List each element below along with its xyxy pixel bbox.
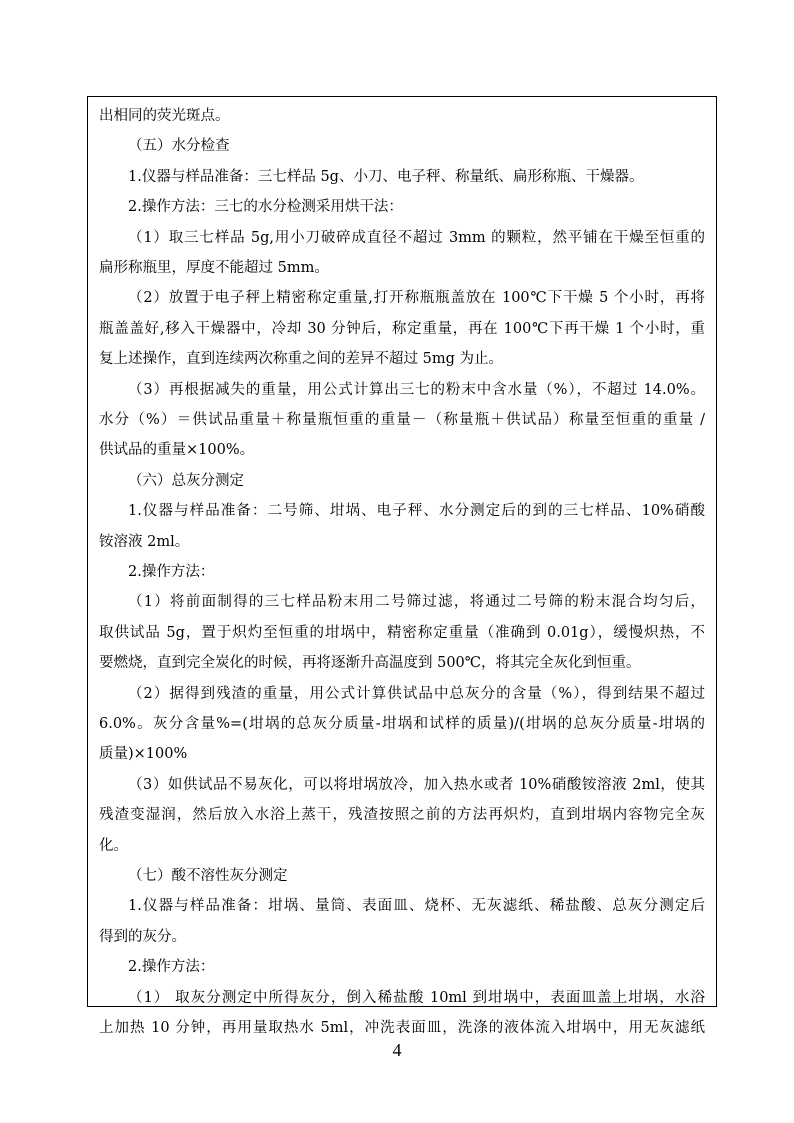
text-line [88,433,716,467]
text-line-content: （七）酸不溶性灰分测定 [128,868,288,884]
document-frame [87,96,717,1036]
page-number: 4 [392,1040,402,1060]
text-line-content: 1.仪器与样品准备：三七样品 5g、小刀、电子秤、称量纸、扁形称瓶、干燥器。 [128,168,644,185]
text-line-content: 取供试品 5g，置于炽灼至恒重的坩埚中，精密称定重量（准确到 0.01g），缓慢炽热，不 [99,624,705,641]
text-line-content: 瓶盖盖好,移入干燥器中，冷却 30 分钟后，称定重量，再在 100℃下再干燥 1 个小时，重 [99,320,705,337]
text-line [88,160,716,194]
text-line [88,403,716,437]
text-line [88,281,716,315]
text-line-content: 2.操作方法：三七的水分检测采用烘干法： [128,199,403,216]
text-line [88,950,716,984]
text-line-content: （1）取三七样品 5g,用小刀破碎成直径不超过 3mm 的颗粒，然平铺在干燥至恒重的 [128,229,705,246]
text-line [88,494,716,528]
text-line-content: （2）据得到残渣的重量，用公式计算供试品中总灰分的含量（%），得到结果不超过 [128,685,705,702]
text-line [88,555,716,589]
text-line [88,829,716,863]
text-line-content: 2.操作方法： [128,959,215,976]
text-line [88,677,716,711]
text-line [88,920,716,954]
text-line [88,585,716,619]
text-line [88,707,716,741]
text-line-content: （六）总灰分测定 [128,472,244,489]
text-line [88,251,716,285]
text-line-content: （3）如供试品不易灰化，可以将坩埚放冷，加入热水或者 10%硝酸铵溶液 2ml，使其 [128,776,705,793]
text-line-content: 供试品的重量×100%。 [99,442,255,459]
text-line-content: （五）水分检查 [128,138,230,155]
text-line-content: 上加热 10 分钟，再用量取热水 5ml，冲洗表面皿，洗涤的液体流入坩埚中，用无灰滤纸 [99,1020,705,1036]
text-line [88,646,716,680]
text-line-content: 6.0%。灰分含量%=(坩埚的总灰分质量-坩埚和试样的质量)/(坩埚的总灰分质量-坩埚的 [99,716,705,732]
text-line-content: 复上述操作，直到连续两次称重之间的差异不超过 5mg 为止。 [99,351,503,368]
text-line-content: （1）将前面制得的三七样品粉末用二号筛过滤，将通过二号筛的粉末混合均匀后， [128,594,705,611]
text-line [88,768,716,802]
text-line-content: 2.操作方法： [128,564,215,580]
text-line [88,798,716,832]
text-line-content: 质量)×100% [99,746,188,763]
text-line-content: 水分（%）＝供试品重量＋称量瓶恒重的重量－（称量瓶＋供试品）称量至恒重的重量 / [99,412,705,428]
text-line-content: 残渣变湿润，然后放入水浴上蒸干，残渣按照之前的方法再炽灼，直到坩埚内容物完全灰 [99,807,705,824]
text-line [88,312,716,346]
text-line-content: （2）放置于电子秤上精密称定重量,打开称瓶瓶盖放在 100℃下干燥 5 个小时，再将 [128,290,705,307]
text-line [88,464,716,498]
text-line-content: 要燃烧，直到完全炭化的时候，再将逐渐升高温度到 500℃，将其完全灰化到恒重。 [99,655,641,672]
text-line-content: 1.仪器与样品准备：坩埚、量筒、表面皿、烧杯、无灰滤纸、稀盐酸、总灰分测定后 [128,898,705,915]
text-line [88,99,716,133]
text-line-content: （1） 取灰分测定中所得灰分，倒入稀盐酸 10ml 到坩埚中，表面皿盖上坩埚，水浴 [128,989,705,1006]
text-line-content: 得到的灰分。 [99,928,186,945]
text-line-content: 扁形称瓶里，厚度不能超过 5mm。 [99,260,329,276]
text-line-content: 1.仪器与样品准备：二号筛、坩埚、电子秤、水分测定后的到的三七样品、10%硝酸 [128,503,705,520]
text-line [88,342,716,376]
text-line-content: 铵溶液 2ml。 [99,533,190,550]
text-line [88,737,716,771]
text-line [88,859,716,893]
text-line [88,981,716,1015]
text-line [88,889,716,923]
text-line [88,190,716,224]
text-line-content: 化。 [99,837,128,854]
text-line [88,129,716,163]
text-line-content: （3）再根据减失的重量，用公式计算出三七的粉末中含水量（%），不超过 14.0%。 [128,381,705,398]
text-line [88,525,716,559]
text-line [88,373,716,407]
text-line [88,221,716,255]
text-line [88,616,716,650]
text-line-content: 出相同的荧光斑点。 [99,108,230,124]
